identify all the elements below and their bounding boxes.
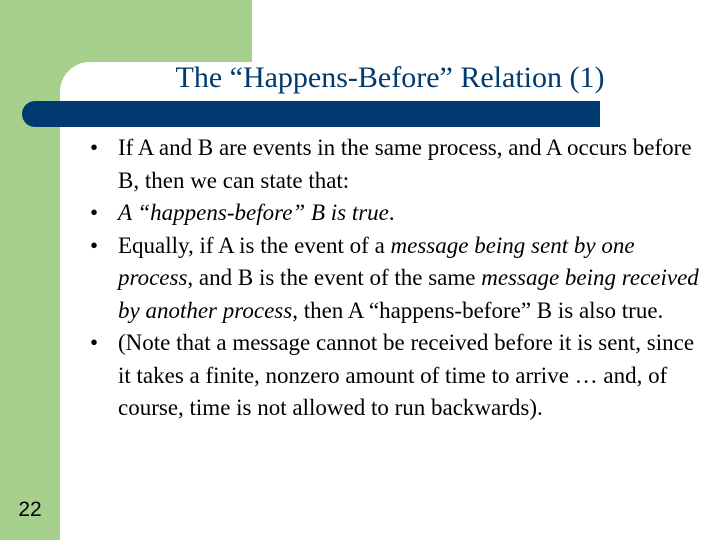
bullet-item-3 bbox=[90, 230, 710, 328]
slide-number: 22 bbox=[18, 498, 42, 521]
bullet-2-tail: . bbox=[388, 200, 395, 225]
bullet-4-text: (Note that a message cannot be received before it is sent, since it takes a finite, nonzero amount of time to arrive … and, of course, time is not allowed to run backwards). bbox=[118, 330, 695, 420]
bullet-item-2 bbox=[90, 197, 710, 230]
title-underline-bar bbox=[22, 101, 600, 127]
green-top-band bbox=[60, 0, 252, 62]
bullet-3-part-1: Equally, if A is the event of a bbox=[118, 232, 391, 258]
bullet-2-italic: A “happens-before” B is true bbox=[118, 200, 389, 225]
bullet-3-part-3: , then A “happens-before” B is also true. bbox=[292, 297, 664, 323]
bullet-item-1 bbox=[90, 132, 710, 197]
bullet-3-italic-1: message being sent by one process bbox=[118, 232, 635, 290]
bullet-list bbox=[90, 132, 710, 425]
bullet-1-text: If A and B are events in the same process, and A occurs before B, then we can state that: bbox=[118, 135, 692, 193]
slide-title: The “Happens-Before” Relation (1) bbox=[175, 61, 605, 94]
bullet-3-italic-2: message being received by another process bbox=[118, 265, 699, 323]
green-sidebar bbox=[0, 0, 60, 540]
bullet-item-4 bbox=[90, 327, 710, 425]
bullet-3-part-2: , and B is the event of the same bbox=[187, 265, 482, 290]
